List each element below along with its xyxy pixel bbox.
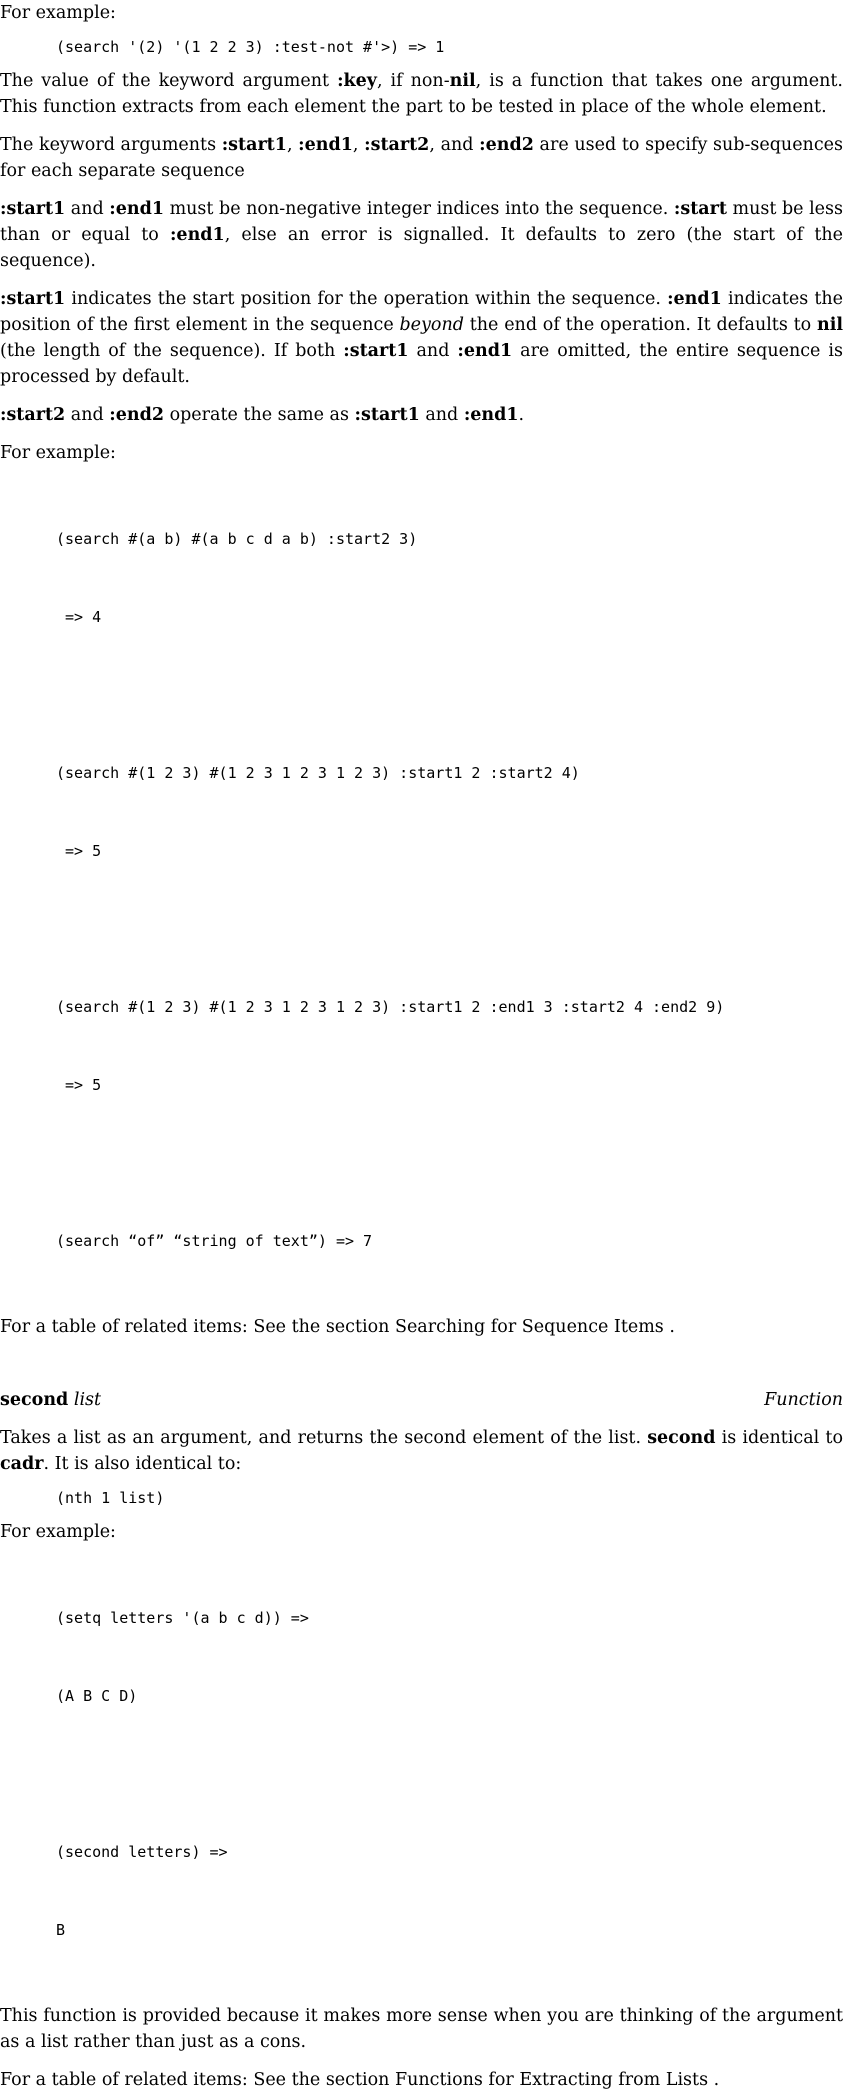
start-end-paragraph: :start1 and :end1 must be non-negative integer indices into the sequence. :start must be less than or equal to :end1, else an error is signalled. It defaults to zero (the start of the sequence). <box>0 199 843 271</box>
code-line: => 4 <box>56 608 102 626</box>
entry-kind: Function <box>764 1390 843 1410</box>
function-description: Takes a list as an argument, and returns the second element of the list. second is identical to cadr. It is also identical to: <box>0 1428 843 1474</box>
code-line: B <box>56 1921 66 1939</box>
code-block <box>0 1553 843 1995</box>
code-block <box>0 474 843 1306</box>
for-example-label: For example: <box>0 1522 116 1542</box>
code-line: (search “of” “string of text”) => 7 <box>56 1232 373 1250</box>
code-example: (nth 1 list) <box>56 1489 165 1507</box>
function-signature <box>0 1387 101 1413</box>
code-line: (second letters) => <box>56 1843 228 1861</box>
code-line: (setq letters '(a b c d)) => <box>56 1609 309 1627</box>
function-note: This function is provided because it makes more sense when you are thinking of the argument as a list rather than just as a cons. <box>0 2006 843 2052</box>
code-line: => 5 <box>56 842 102 860</box>
indicates-paragraph: :start1 indicates the start position for the operation within the sequence. :end1 indicates the position of the first element in the sequence beyond the end of the operation. It defaults to nil (the length of the sequence). If both :start1 and :end1 are omitted, the entire sequence is processed by default. <box>0 289 843 387</box>
related-items-note: For a table of related items: See the section Searching for Sequence Items . <box>0 1317 675 1337</box>
start2-end2-paragraph: :start2 and :end2 operate the same as :start1 and :end1. <box>0 405 525 425</box>
key-argument-paragraph: The value of the keyword argument :key, if non-nil, is a function that takes one argument. This function extracts from each element the part to be tested in place of the whole element. <box>0 71 843 117</box>
code-line: (A B C D) <box>56 1687 138 1705</box>
code-line <box>56 1761 843 1787</box>
for-example-label: For example: <box>0 3 116 23</box>
code-example: (search '(2) '(1 2 2 3) :test-not #'>) => 1 <box>56 38 445 56</box>
code-line <box>56 682 843 708</box>
code-line: (search #(1 2 3) #(1 2 3 1 2 3 1 2 3) :start1 2 :start2 4) <box>56 764 580 782</box>
related-items-note: For a table of related items: See the section Functions for Extracting from Lists . <box>0 2070 720 2090</box>
code-line: => 5 <box>56 1076 102 1094</box>
keyword-arguments-paragraph: The keyword arguments :start1, :end1, :start2, and :end2 are used to specify sub-sequences for each separate sequence <box>0 135 843 181</box>
code-line <box>56 1150 843 1176</box>
function-argument: list <box>73 1390 102 1410</box>
code-line: (search #(a b) #(a b c d a b) :start2 3) <box>56 530 418 548</box>
function-entry-header <box>0 1387 843 1413</box>
function-name: second <box>0 1390 69 1410</box>
code-line: (search #(1 2 3) #(1 2 3 1 2 3 1 2 3) :start1 2 :end1 3 :start2 4 :end2 9) <box>56 998 725 1016</box>
for-example-label: For example: <box>0 443 116 463</box>
code-line <box>56 916 843 942</box>
